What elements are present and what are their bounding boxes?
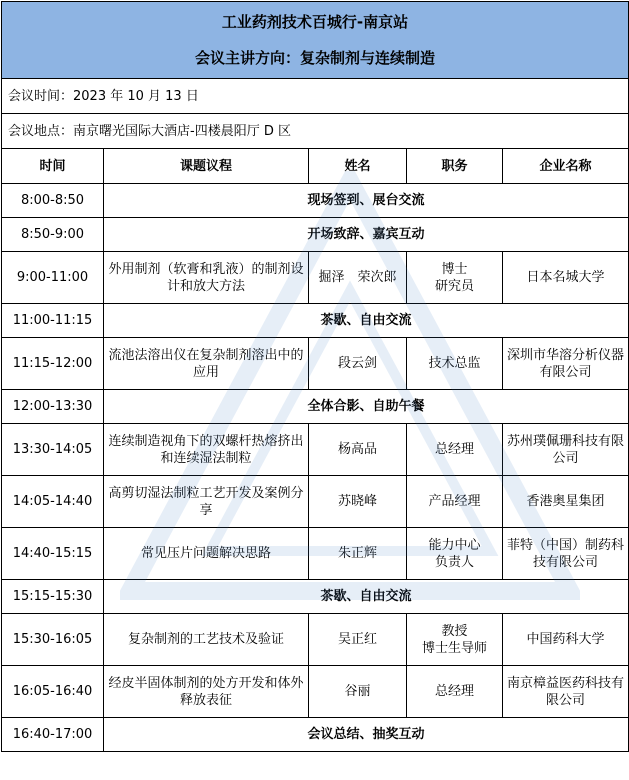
row-time: 16:40-17:00 — [2, 718, 104, 752]
table-row — [2, 614, 629, 666]
talk-topic: 高剪切湿法制粒工艺开发及案例分享 — [104, 476, 309, 528]
speaker-org: 中国药科大学 — [503, 614, 629, 666]
table-row — [2, 304, 629, 338]
talk-topic: 经皮半固体制剂的处方开发和体外释放表征 — [104, 666, 309, 718]
row-time: 13:30-14:05 — [2, 424, 104, 476]
row-time: 11:15-12:00 — [2, 338, 104, 390]
agenda-table — [1, 1, 629, 752]
speaker-name: 朱正辉 — [309, 528, 407, 580]
event-subtitle: 会议主讲方向：复杂制剂与连续制造 — [194, 49, 435, 67]
title-cell — [2, 2, 629, 79]
break-activity: 茶歇、自由交流 — [104, 304, 629, 338]
table-row — [2, 718, 629, 752]
table-row — [2, 424, 629, 476]
row-time: 14:05-14:40 — [2, 476, 104, 528]
talk-topic: 流池法溶出仪在复杂制剂溶出中的应用 — [104, 338, 309, 390]
speaker-name: 苏晓峰 — [309, 476, 407, 528]
column-header-row — [2, 149, 629, 184]
table-row — [2, 184, 629, 218]
speaker-name: 段云剑 — [309, 338, 407, 390]
row-time: 12:00-13:30 — [2, 390, 104, 424]
speaker-title: 产品经理 — [407, 476, 503, 528]
row-time: 15:30-16:05 — [2, 614, 104, 666]
info-row-location — [2, 114, 629, 149]
column-header-name: 姓名 — [309, 149, 407, 184]
talk-topic: 复杂制剂的工艺技术及验证 — [104, 614, 309, 666]
row-time: 11:00-11:15 — [2, 304, 104, 338]
title-row — [2, 2, 629, 79]
table-row — [2, 252, 629, 304]
break-activity: 全体合影、自助午餐 — [104, 390, 629, 424]
talk-topic: 外用制剂（软膏和乳液）的制剂设计和放大方法 — [104, 252, 309, 304]
row-time: 9:00-11:00 — [2, 252, 104, 304]
column-header-time: 时间 — [2, 149, 104, 184]
row-time: 16:05-16:40 — [2, 666, 104, 718]
speaker-title: 技术总监 — [407, 338, 503, 390]
table-row — [2, 390, 629, 424]
break-activity: 会议总结、抽奖互动 — [104, 718, 629, 752]
speaker-name: 杨高品 — [309, 424, 407, 476]
speaker-title: 能力中心 负责人 — [407, 528, 503, 580]
info-row-time — [2, 79, 629, 114]
speaker-title: 总经理 — [407, 666, 503, 718]
break-activity: 开场致辞、嘉宾互动 — [104, 218, 629, 252]
table-row — [2, 476, 629, 528]
speaker-org: 香港奥星集团 — [503, 476, 629, 528]
row-time: 8:50-9:00 — [2, 218, 104, 252]
speaker-title: 博士 研究员 — [407, 252, 503, 304]
row-time: 15:15-15:30 — [2, 580, 104, 614]
table-row — [2, 338, 629, 390]
talk-topic: 连续制造视角下的双螺杆热熔挤出和连续湿法制粒 — [104, 424, 309, 476]
speaker-title: 总经理 — [407, 424, 503, 476]
column-header-org: 企业名称 — [503, 149, 629, 184]
column-header-title: 职务 — [407, 149, 503, 184]
speaker-org: 南京樟益医药科技有限公司 — [503, 666, 629, 718]
break-activity: 茶歇、自由交流 — [104, 580, 629, 614]
row-time: 14:40-15:15 — [2, 528, 104, 580]
speaker-org: 深圳市华溶分析仪器有限公司 — [503, 338, 629, 390]
table-row — [2, 580, 629, 614]
event-title: 工业药剂技术百城行-南京站 — [221, 13, 409, 31]
talk-topic: 常见压片问题解决思路 — [104, 528, 309, 580]
speaker-name: 吴正红 — [309, 614, 407, 666]
meeting-time: 会议时间：2023 年 10 月 13 日 — [2, 79, 629, 114]
meeting-location: 会议地点：南京曙光国际大酒店-四楼晨阳厅 D 区 — [2, 114, 629, 149]
column-header-topic: 课题议程 — [104, 149, 309, 184]
speaker-org: 菲特（中国）制药科技有限公司 — [503, 528, 629, 580]
speaker-title: 教授 博士生导师 — [407, 614, 503, 666]
speaker-org: 苏州璞佩珊科技有限公司 — [503, 424, 629, 476]
break-activity: 现场签到、展台交流 — [104, 184, 629, 218]
speaker-name: 掘泽 荣次郎 — [309, 252, 407, 304]
table-row — [2, 218, 629, 252]
speaker-org: 日本名城大学 — [503, 252, 629, 304]
table-row — [2, 528, 629, 580]
row-time: 8:00-8:50 — [2, 184, 104, 218]
speaker-name: 谷丽 — [309, 666, 407, 718]
table-row — [2, 666, 629, 718]
